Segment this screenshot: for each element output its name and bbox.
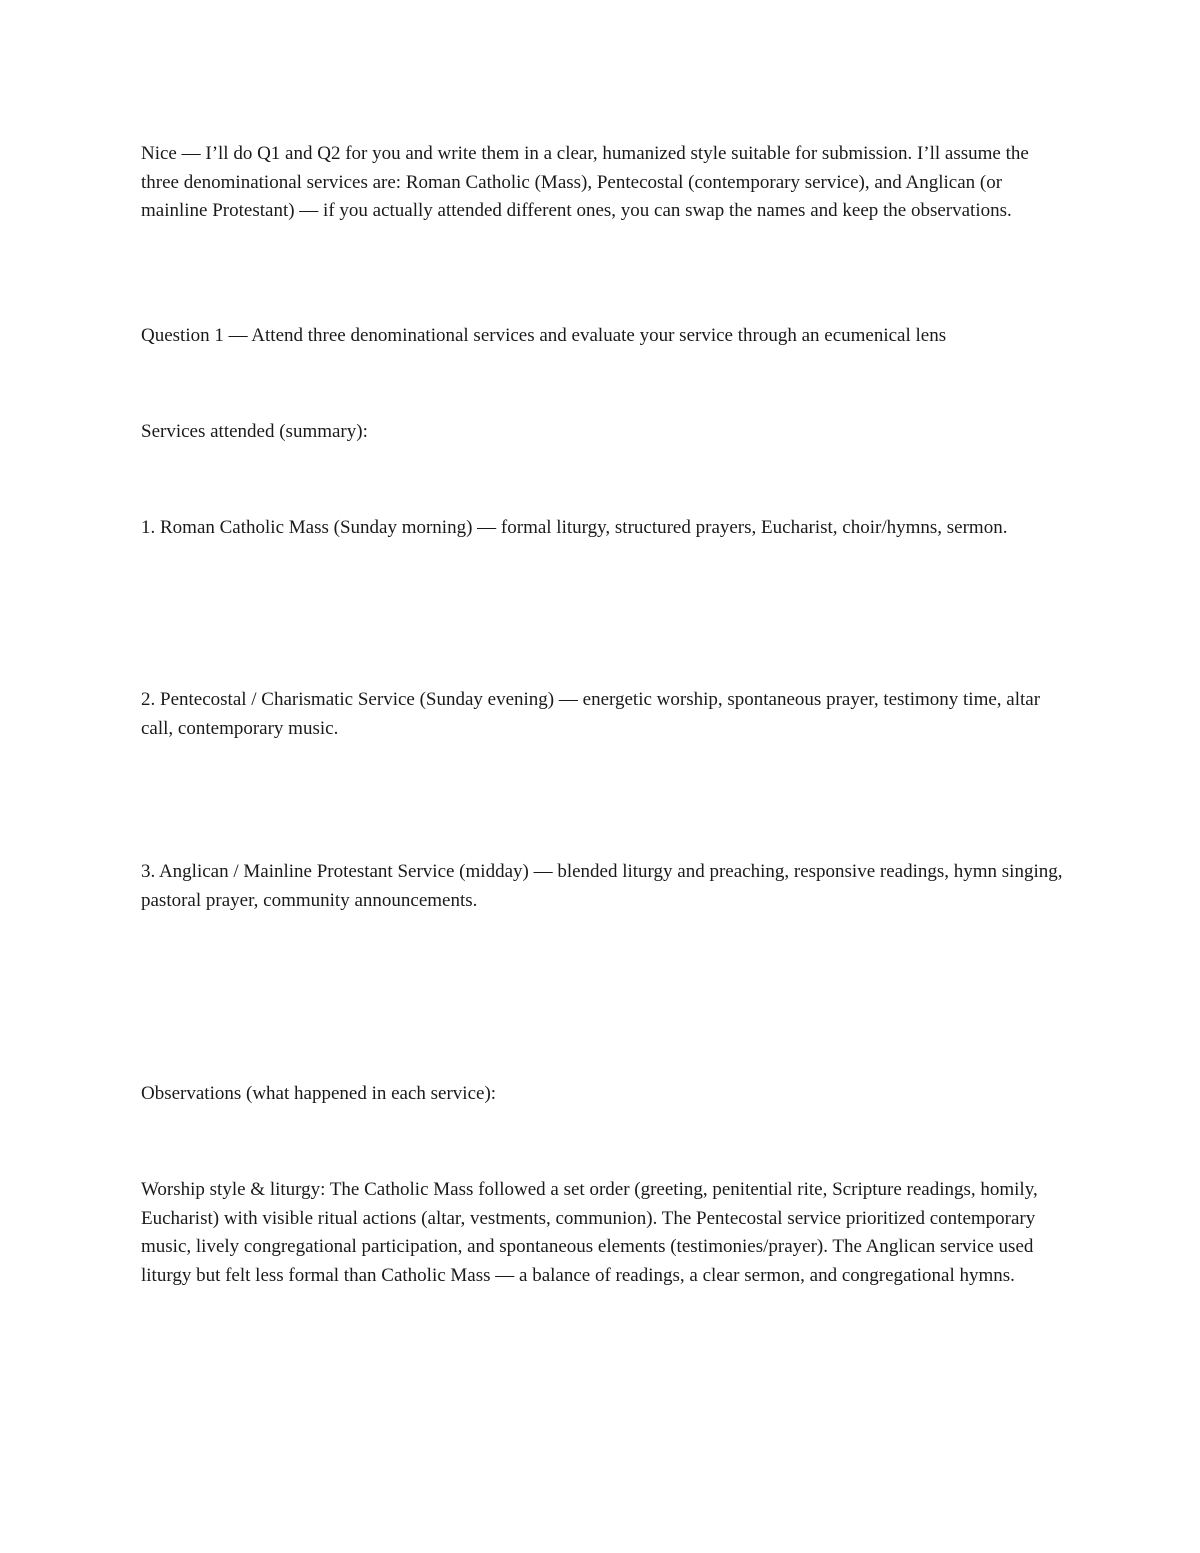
observations-heading: Observations (what happened in each service): [141,1083,497,1104]
intro-paragraph: Nice — I’ll do Q1 and Q2 for you and write them in a clear, humanized style suitable for submission. I’ll assume the three denominational services are: Roman Catholic (Mass), Pentecostal (contemporary service), and Anglican (or mainline Protestant) — if you actually attended different ones, you can swap the names and keep the observations. [141,143,1029,221]
question-1-heading: Question 1 — Attend three denominational services and evaluate your service through an ecumenical lens [141,325,947,346]
service-item-catholic: 1. Roman Catholic Mass (Sunday morning) — formal liturgy, structured prayers, Eucharist, choir/hymns, sermon. [141,517,1008,538]
worship-style-paragraph: Worship style & liturgy: The Catholic Mass followed a set order (greeting, penitential rite, Scripture readings, homily, Eucharist) with visible ritual actions (altar, vestments, communion). The Pentecostal service prioritized contemporary music, lively congregational participation, and spontaneous elements (testimonies/prayer). The Anglican service used liturgy but felt less formal than Catholic Mass — a balance of readings, a clear sermon, and congregational hymns. [141,1179,1038,1286]
service-item-anglican: 3. Anglican / Mainline Protestant Service (midday) — blended liturgy and preaching, responsive readings, hymn singing, pastoral prayer, community announcements. [141,861,1063,911]
services-attended-heading: Services attended (summary): [141,421,368,442]
service-item-pentecostal: 2. Pentecostal / Charismatic Service (Sunday evening) — energetic worship, spontaneous prayer, testimony time, altar call, contemporary music. [141,689,1041,739]
